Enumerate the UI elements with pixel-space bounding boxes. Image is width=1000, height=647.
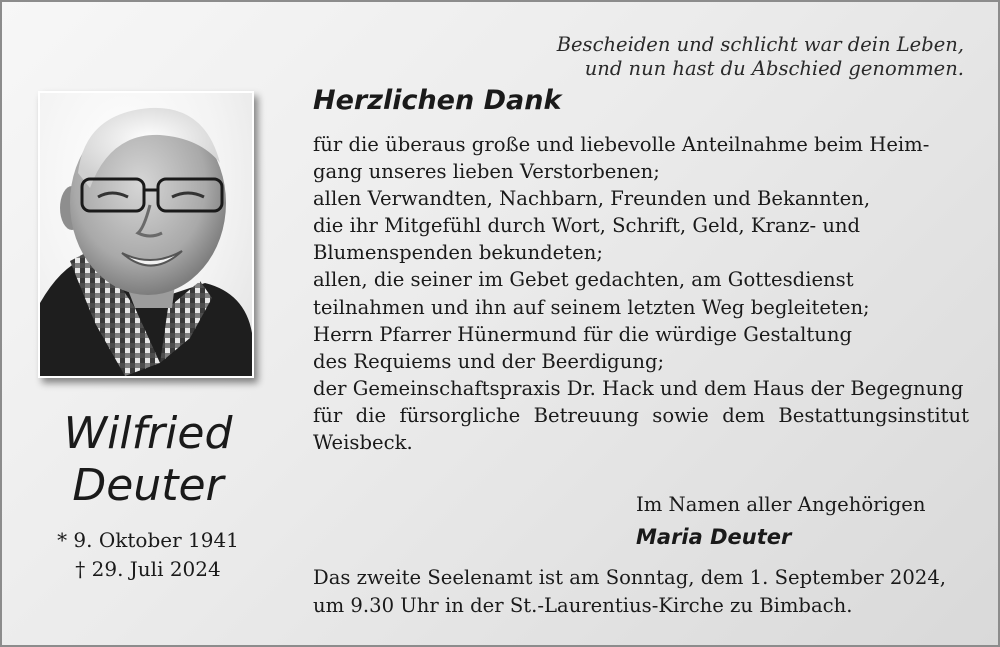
motto-verse (557, 33, 964, 81)
motto-line-1: Bescheiden und schlicht war dein Leben, (556, 33, 964, 56)
signature-intro: Im Namen aller Angehörigen (636, 493, 926, 516)
thanks-line: allen Verwandten, Nachbarn, Freunden und Bekannten, (313, 187, 871, 211)
memorial-line-2: um 9.30 Uhr in der St.-Laurentius-Kirche zu Bimbach. (313, 594, 853, 617)
motto-line-2: und nun hast du Abschied genommen. (584, 57, 964, 80)
thanks-line: der Gemeinschaftspraxis Dr. Hack und dem Haus der Begegnung (313, 376, 964, 400)
signature-name: Maria Deuter (636, 525, 792, 549)
portrait-frame (38, 91, 254, 378)
thanks-line: Blumenspenden bekundeten; (313, 241, 603, 265)
thanks-line: gang unseres lieben Verstorbenen; (313, 160, 660, 184)
thanks-text (313, 131, 969, 456)
portrait-photo (40, 93, 252, 376)
thanks-line: allen, die seiner im Gebet gedachten, am Gottesdienst (313, 268, 854, 292)
birth-date: * 9. Oktober 1941 (57, 528, 239, 552)
life-dates (38, 526, 258, 584)
thanks-line: des Requiems und der Beerdigung; (313, 349, 665, 373)
death-date: † 29. Juli 2024 (75, 557, 221, 581)
thanks-heading: Herzlichen Dank (313, 85, 562, 116)
memorial-notice (313, 564, 973, 620)
thanks-line: für die fürsorgliche Betreuung sowie dem Bestattungsinstitut (313, 403, 969, 427)
portrait-illustration (40, 93, 252, 376)
first-name: Wilfried (63, 408, 233, 459)
last-name: Deuter (72, 460, 224, 511)
deceased-name (38, 408, 258, 512)
thanks-line: Weisbeck. (313, 431, 413, 455)
thanks-line: Herrn Pfarrer Hünermund für die würdige Gestaltung (313, 322, 852, 346)
thanks-line: für die überaus große und liebevolle Anteilnahme beim Heim- (313, 133, 930, 156)
thanks-line: teilnahmen und ihn auf seinem letzten Weg begleiteten; (313, 295, 870, 319)
thanks-line: die ihr Mitgefühl durch Wort, Schrift, Geld, Kranz- und (313, 214, 861, 238)
memorial-line-1: Das zweite Seelenamt ist am Sonntag, dem 1. September 2024, (313, 566, 947, 589)
